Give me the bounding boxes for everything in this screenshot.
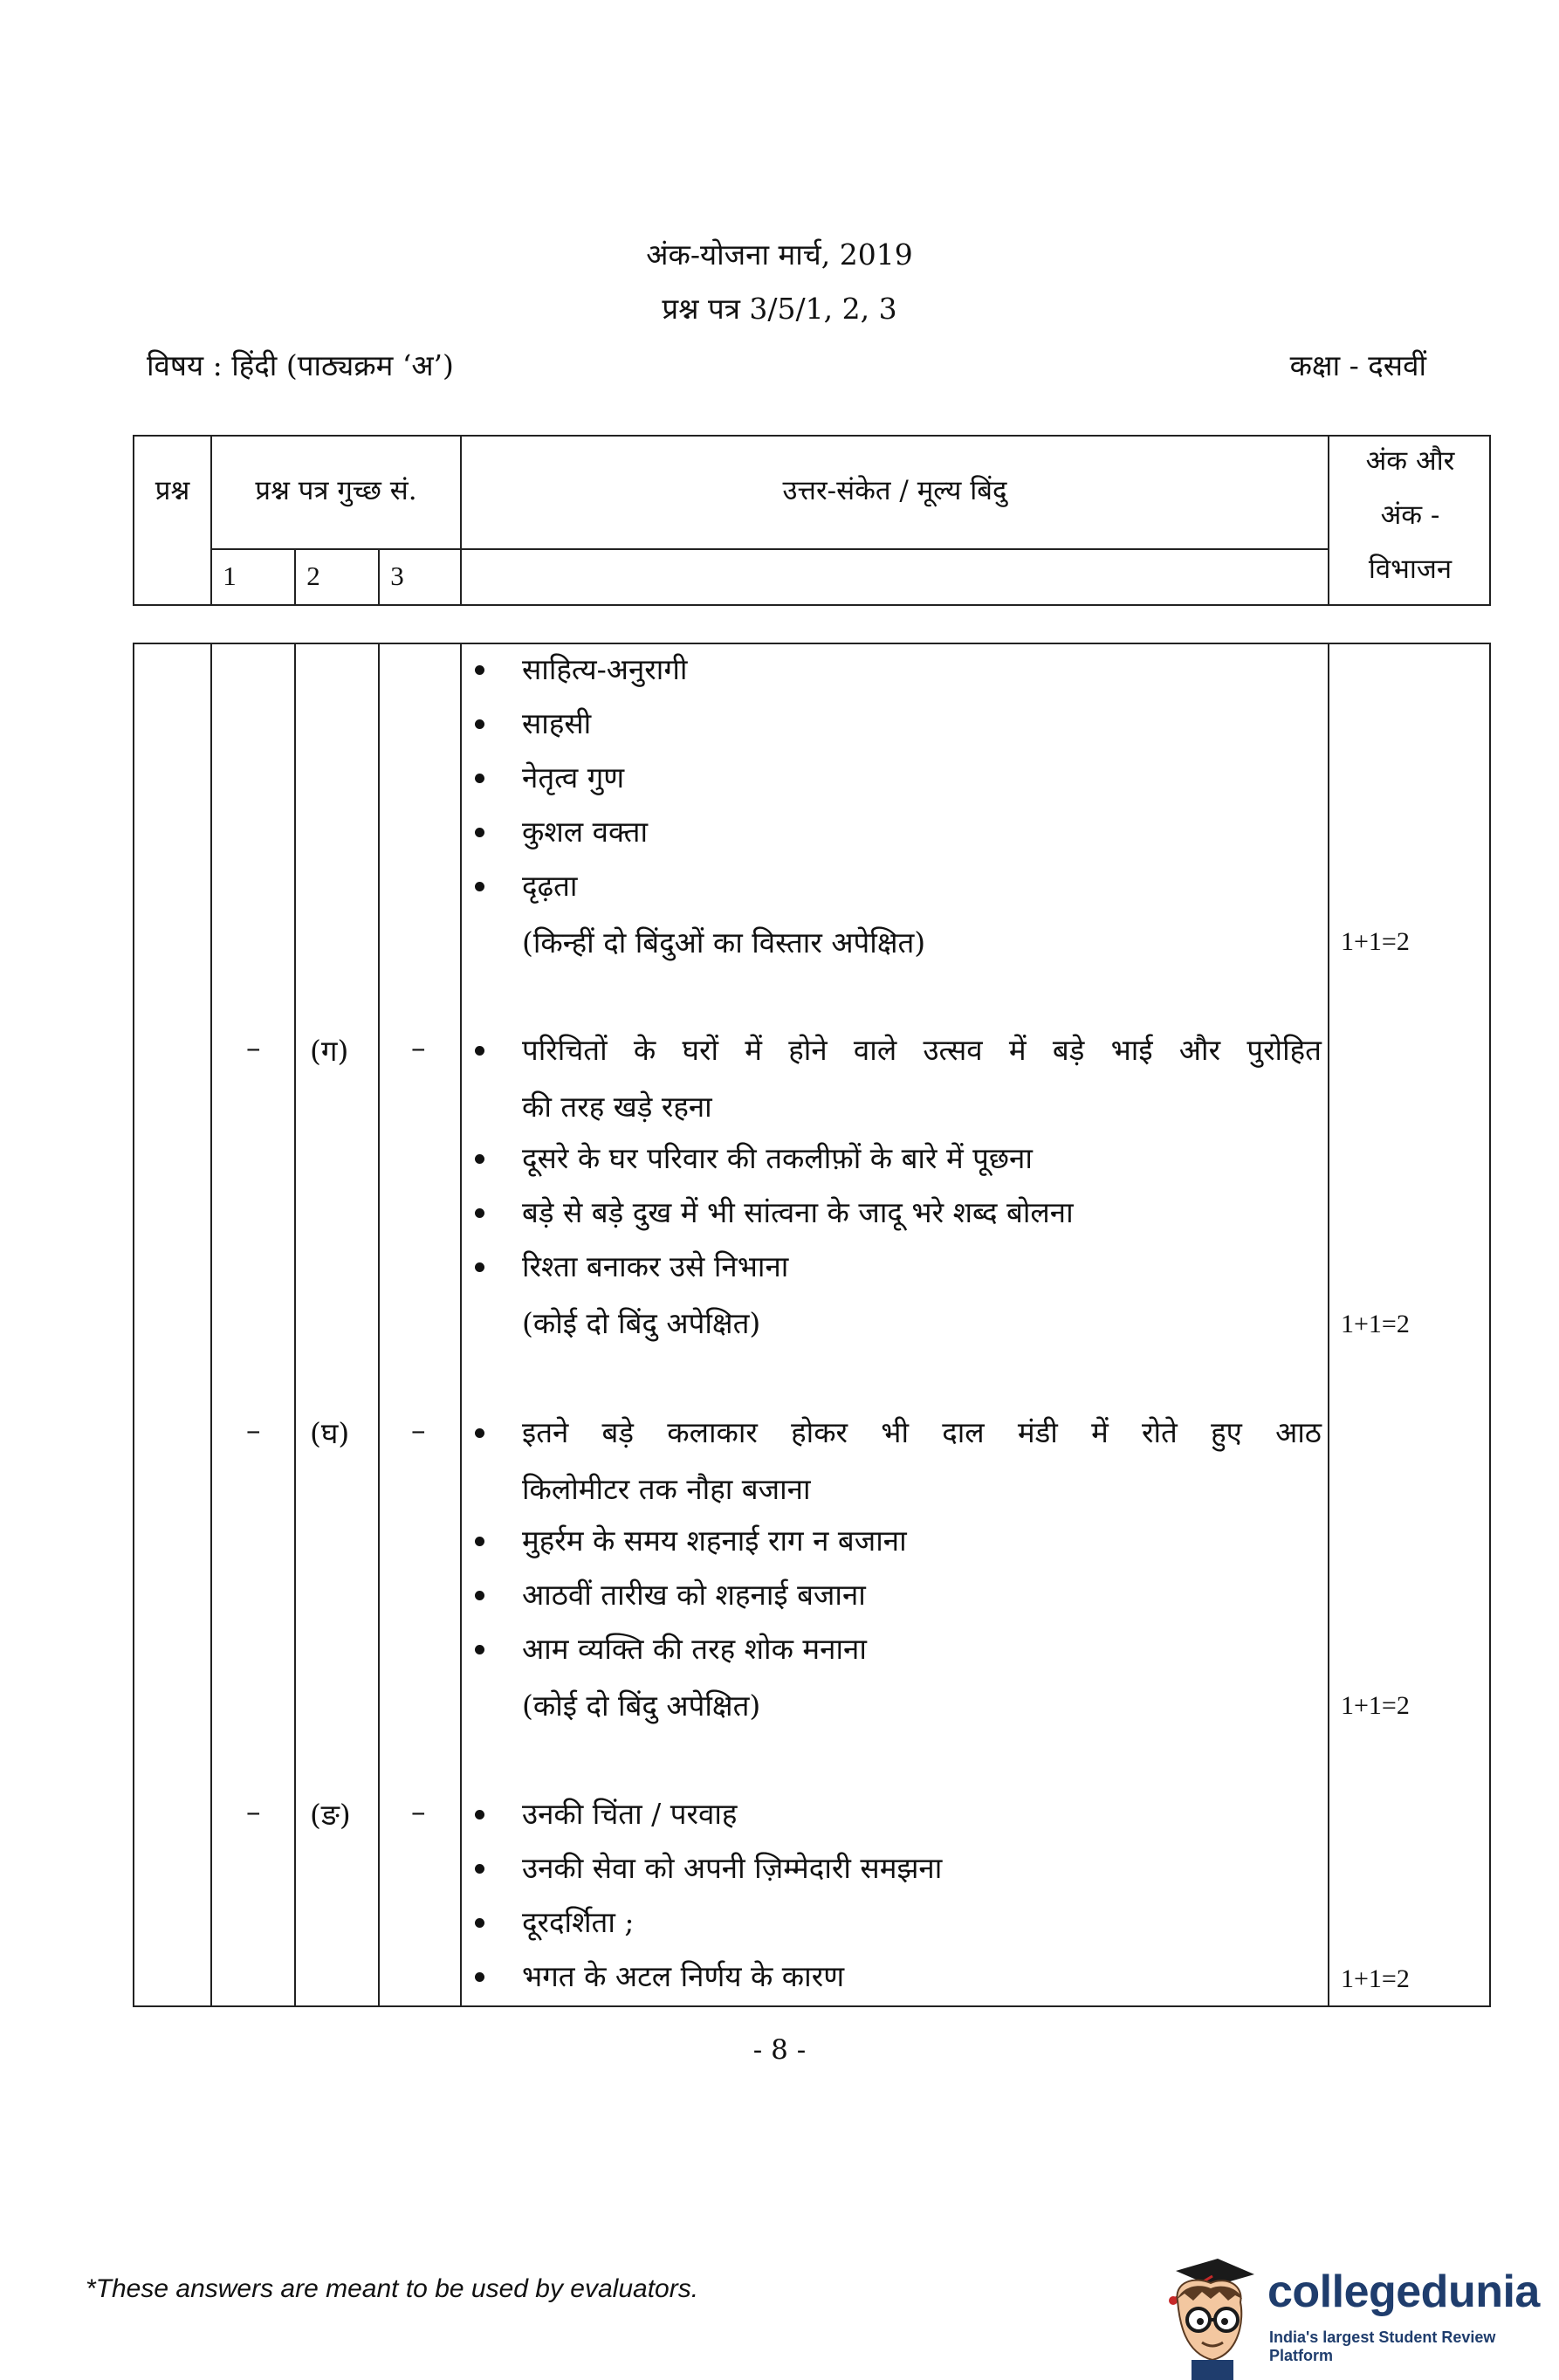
sub-question-label: (ग) bbox=[310, 1034, 349, 1068]
bullet-item: कुशल वक्ता bbox=[475, 805, 1322, 859]
bullet-item: उनकी सेवा को अपनी ज़िम्मेदारी समझना bbox=[475, 1841, 1322, 1895]
bullet-item: इतने बड़े कलाकार होकर भी दाल मंडी में रोते हुए आठ bbox=[475, 1406, 1322, 1460]
bullet-icon bbox=[475, 1810, 484, 1819]
bullet-icon bbox=[475, 1918, 484, 1928]
set-3-dash: – bbox=[411, 1413, 426, 1447]
sub-question-label: (ङ) bbox=[310, 1798, 351, 1832]
header-set-1: 1 bbox=[223, 561, 237, 591]
header-set-3: 3 bbox=[390, 561, 404, 591]
bullet-icon bbox=[475, 1972, 484, 1982]
header-set-2: 2 bbox=[306, 561, 320, 591]
bullet-icon bbox=[475, 774, 484, 783]
logo-tagline: India's largest Student Review Platform bbox=[1269, 2328, 1496, 2364]
bullet-item: रिश्ता बनाकर उसे निभाना bbox=[475, 1240, 1322, 1294]
bullet-continuation: की तरह खड़े रहना bbox=[522, 1090, 712, 1124]
bullet-item: नेतृत्व गुण bbox=[475, 751, 1322, 805]
bullet-icon bbox=[475, 1645, 484, 1654]
logo-wordmark: collegedunia bbox=[1267, 2267, 1540, 2317]
bullet-item: दूरदर्शिता ; bbox=[475, 1895, 1322, 1950]
bullet-item: साहसी bbox=[475, 697, 1322, 751]
bullet-item: उनकी चिंता / परवाह bbox=[475, 1787, 1322, 1841]
paper-code: प्रश्न पत्र 3/5/1, 2, 3 bbox=[662, 292, 897, 326]
header-marks-line1: अंक और bbox=[1365, 445, 1455, 477]
bullet-item: परिचितों के घरों में होने वाले उत्सव में बड़े भाई और पुरोहित bbox=[475, 1023, 1322, 1077]
set-3-dash: – bbox=[411, 1030, 426, 1064]
sub-question-label: (घ) bbox=[310, 1416, 350, 1450]
bullet-icon bbox=[475, 665, 484, 675]
bullet-item: मुहर्रम के समय शहनाई राग न बजाना bbox=[475, 1514, 1322, 1568]
bullet-item: दृढ़ता bbox=[475, 859, 1322, 913]
bullet-continuation: किलोमीटर तक नौहा बजाना bbox=[522, 1472, 811, 1506]
bullet-icon bbox=[475, 719, 484, 729]
answer-note: (किन्हीं दो बिंदुओं का विस्तार अपेक्षित) bbox=[522, 925, 926, 960]
bullet-item: आम व्यक्ति की तरह शोक मनाना bbox=[475, 1622, 1322, 1676]
set-3-dash: – bbox=[411, 1794, 426, 1828]
collegedunia-logo[interactable] bbox=[1157, 2248, 1559, 2380]
header-question: प्रश्न bbox=[155, 475, 190, 506]
header-marks-line2: अंक - bbox=[1380, 499, 1440, 531]
bullet-icon bbox=[475, 1262, 484, 1272]
bullet-icon bbox=[475, 828, 484, 837]
bullet-icon bbox=[475, 1046, 484, 1056]
bullet-icon bbox=[475, 1864, 484, 1874]
marks-split: 1+1=2 bbox=[1341, 1691, 1410, 1720]
bullet-icon bbox=[475, 1537, 484, 1546]
bullet-item: भगत के अटल निर्णय के कारण bbox=[475, 1950, 1322, 2004]
page-number: - 8 - bbox=[752, 2034, 807, 2066]
bullet-icon bbox=[475, 1154, 484, 1164]
bullet-item: साहित्य-अनुरागी bbox=[475, 643, 1322, 697]
bullet-icon bbox=[475, 1428, 484, 1438]
bullet-item: आठवीं तारीख को शहनाई बजाना bbox=[475, 1568, 1322, 1622]
bullet-item: बड़े से बड़े दुख में भी सांत्वना के जादू भरे शब्द बोलना bbox=[475, 1186, 1322, 1240]
answer-note: (कोई दो बिंदु अपेक्षित) bbox=[522, 1306, 761, 1340]
set-1-dash: – bbox=[246, 1030, 261, 1064]
subject-label: विषय : हिंदी (पाठ्यक्रम ‘अ’) bbox=[147, 348, 454, 382]
set-1-dash: – bbox=[246, 1794, 261, 1828]
document-title: अंक-योजना मार्च, 2019 bbox=[646, 237, 913, 272]
evaluator-footnote: *These answers are meant to be used by evaluators. bbox=[86, 2274, 699, 2303]
bullet-item: दूसरे के घर परिवार की तकलीफ़ों के बारे में पूछना bbox=[475, 1132, 1322, 1186]
marks-split: 1+1=2 bbox=[1341, 1310, 1410, 1338]
marks-split: 1+1=2 bbox=[1341, 927, 1410, 956]
class-label: कक्षा - दसवीं bbox=[1289, 348, 1426, 382]
header-paper-set: प्रश्न पत्र गुच्छ सं. bbox=[255, 475, 417, 506]
header-table bbox=[133, 435, 1491, 606]
bullet-icon bbox=[475, 1208, 484, 1218]
header-marks-line3: विभाजन bbox=[1368, 554, 1453, 585]
bullet-icon bbox=[475, 882, 484, 891]
mascot-icon bbox=[1157, 2248, 1261, 2380]
bullet-icon bbox=[475, 1591, 484, 1600]
marks-split: 1+1=2 bbox=[1341, 1964, 1410, 1993]
header-answer: उत्तर-संकेत / मूल्य बिंदु bbox=[782, 475, 1007, 506]
answer-note: (कोई दो बिंदु अपेक्षित) bbox=[522, 1689, 761, 1723]
set-1-dash: – bbox=[246, 1413, 261, 1447]
